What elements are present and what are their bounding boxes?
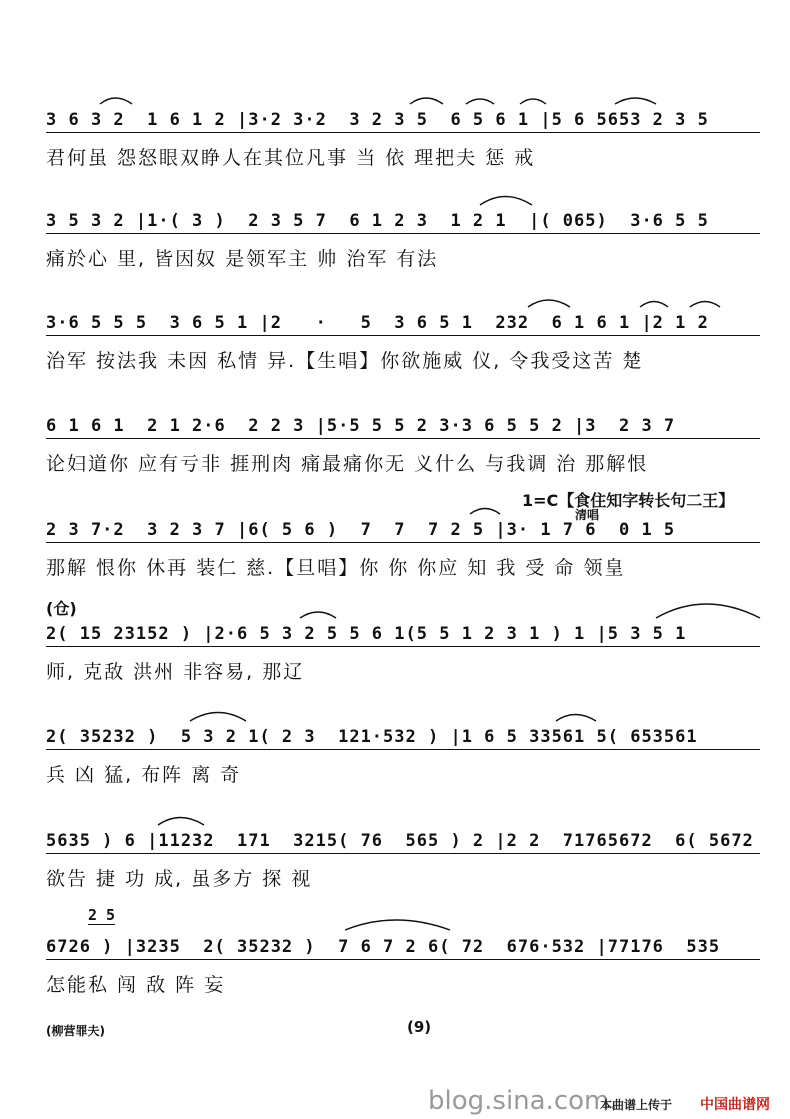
system-1 bbox=[0, 106, 790, 206]
lyric-line: 论妇道你 应有亏非 捱刑肉 痛最痛你无 义什么 与我调 治 那解恨 bbox=[46, 453, 649, 475]
lyric-line: 治军 按法我 未因 私情 异.【生唱】你欲施威 仪, 令我受这苦 楚 bbox=[46, 350, 644, 372]
notation-line: 2 3 7·2 3 2 3 7 |6( 5 6 ) 7 7 7 2 5 |3· 1 7 6 0 1 5 bbox=[46, 520, 676, 540]
qingchang-marking: 清唱 bbox=[575, 508, 600, 522]
system-3 bbox=[0, 309, 790, 409]
notation-line: 2( 15 23152 ) |2·6 5 3 2 5 5 6 1(5 5 1 2 3 1 ) 1 |5 3 5 1 bbox=[46, 624, 687, 644]
lyric-line: 痛於心 里, 皆因奴 是领军主 帅 治军 有法 bbox=[46, 248, 439, 270]
watermark: blog.sina.com. bbox=[428, 1086, 618, 1116]
notation-line: 3 5 3 2 |1·( 3 ) 2 3 5 7 6 1 2 3 1 2 1 |( 065) 3·6 5 5 bbox=[46, 211, 709, 231]
footer-title: (柳营罪夫) bbox=[46, 1024, 105, 1038]
system-2 bbox=[0, 207, 790, 307]
notation-line: 3·6 5 5 5 3 6 5 1 |2 · 5 3 6 5 1 232 6 1 6 1 |2 1 2 bbox=[46, 313, 709, 333]
beat-underline bbox=[46, 132, 760, 133]
lyric-line: 那解 恨你 休再 装仁 慈.【旦唱】你 你 你应 知 我 受 命 领皇 bbox=[46, 557, 626, 579]
beat-underline bbox=[46, 749, 760, 750]
key-signature: 1=C【食住知字转长句二王】 bbox=[522, 491, 735, 510]
site-logo: 中国曲谱网 bbox=[700, 1097, 770, 1113]
notation-line: 5635 ) 6 |11232 171 3215( 76 565 ) 2 |2 2 71765672 6( 5672 bbox=[46, 831, 754, 851]
notation-line: 6 1 6 1 2 1 2·6 2 2 3 |5·5 5 5 2 3·3 6 5 5 2 |3 2 3 7 bbox=[46, 416, 676, 436]
lyric-line: 君何虽 怨怒眼双睁人在其位凡事 当 依 理把夫 惩 戒 bbox=[46, 147, 536, 169]
beat-underline bbox=[46, 959, 760, 960]
notation-line: 6726 ) |3235 2( 35232 ) 7 6 7 2 6( 72 676·532 |77176 535 bbox=[46, 937, 721, 957]
overline-notes: 2 5 bbox=[88, 906, 116, 924]
upload-notice: 本曲谱上传于 bbox=[600, 1098, 673, 1112]
percussion-marking: (仓) bbox=[46, 599, 77, 618]
system-9 bbox=[0, 933, 790, 1033]
notation-line: 3 6 3 2 1 6 1 2 |3·2 3·2 3 2 3 5 6 5 6 1 |5 6 5653 2 3 5 bbox=[46, 110, 709, 130]
lyric-line: 怎能私 闯 敌 阵 妄 bbox=[46, 974, 226, 996]
system-6 bbox=[0, 620, 790, 720]
notation-line: 2( 35232 ) 5 3 2 1( 2 3 121·532 ) |1 6 5 33561 5( 653561 bbox=[46, 727, 698, 747]
beat-underline bbox=[46, 438, 760, 439]
lyric-line: 欲告 捷 功 成, 虽多方 探 视 bbox=[46, 868, 313, 890]
beat-underline bbox=[46, 853, 760, 854]
system-5 bbox=[0, 516, 790, 616]
beat-underline bbox=[46, 542, 760, 543]
lyric-line: 师, 克敌 洪州 非容易, 那辽 bbox=[46, 661, 305, 683]
system-8 bbox=[0, 827, 790, 927]
beat-underline bbox=[46, 646, 760, 647]
system-7 bbox=[0, 723, 790, 823]
beat-underline bbox=[46, 233, 760, 234]
page-number: (9) bbox=[407, 1018, 432, 1036]
lyric-line: 兵 凶 猛, 布阵 离 奇 bbox=[46, 764, 242, 786]
beat-underline bbox=[46, 335, 760, 336]
